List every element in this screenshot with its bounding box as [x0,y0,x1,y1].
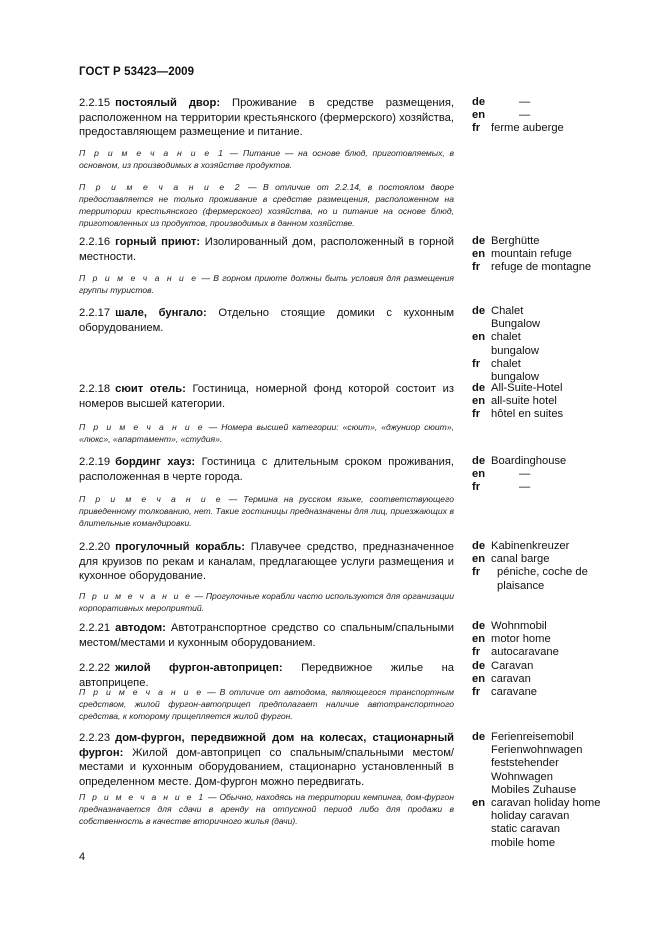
text-line: Bungalow [491,318,541,331]
text-line: fr [472,481,481,494]
text-line: de [472,620,486,632]
text-line: bungalow [491,344,539,357]
text-line: П р и м е ч а н и е 2 [79,182,242,192]
term-entry-2-2-17 [79,306,454,335]
text-line: caravan holiday home [491,797,601,810]
text-line: fr [472,408,481,421]
text-line: Передвижное жилье на автоприцепе. [79,662,455,689]
translation-row [472,408,622,421]
text-line: 2.2.17 [79,307,111,319]
text-line: chalet [491,357,521,370]
translation-row [472,797,622,810]
text-line: All-Suite-Hotel [491,382,563,394]
text-line: дом-фургон, передвижной дом на колесах, стационарный фургон: [79,732,454,759]
text-line: Отдельно стоящие домики с кухонным оборудованием. [79,307,455,334]
text-line: Kabinenkreuzer [491,540,570,552]
text-line: — В отличие от автодома, являющегося транспортным средством, жилой фургон-автоприцеп предполагает наличие автотранспортного средства, к которому прицепляется жилой фургон. [79,687,454,721]
text-line: 2.2.23 [79,732,111,744]
translation-row [472,358,622,371]
text-line: de [472,540,486,552]
term-entry-2-2-15 [79,96,454,140]
text-line: 2.2.18 [79,383,111,395]
term-note [79,421,454,445]
term-entry-2-2-19 [79,455,454,484]
translations-2-2-17 [472,305,622,384]
translation-row [472,96,622,109]
translations-2-2-19 [472,455,622,495]
text-line: Автотранспортное средство со спальным/спальными местом/местами и кухонным оборудованием. [79,622,454,649]
text-line: — Прогулочные корабли часто используются для организации корпоративных мероприятий. [79,591,454,613]
translation-row [472,540,622,553]
translations-2-2-20 [472,540,622,593]
text-line: — [519,481,531,494]
text-line: бординг хауз: [115,456,196,468]
text-line: Caravan [491,660,534,672]
term-entry-2-2-20 [79,540,454,584]
translations-2-2-16 [472,235,622,275]
text-line: motor home [491,633,551,646]
text-line: П р и м е ч а н и е 1 [79,792,206,802]
text-line: автодом: [115,622,166,634]
text-line: refuge de montagne [491,261,592,274]
translation-row [472,382,622,395]
text-line: de [472,660,486,672]
text-line: жилой фургон-автоприцеп: [115,662,283,674]
text-line: сюит отель: [115,383,186,395]
text-line: en [472,331,486,344]
translation-row [472,235,622,248]
translation-row [472,331,622,344]
text-line: Berghütte [491,235,540,247]
text-line: holiday caravan [491,810,570,823]
term-definition: Проживание в средстве размещения, расположенном на территории крестьянского (фермерского) хозяйства, предоставляющем размещение и питание. [79,97,454,138]
term-note [79,181,454,229]
text-line: en [472,673,486,686]
text-line: горный приют: [115,236,201,248]
translation-row [472,468,622,481]
text-line: en [472,109,486,122]
text-line: de [472,235,486,247]
text-line: en [472,468,486,481]
text-line: ferme auberge [491,122,564,135]
text-line: Гостиница, номерной фонд которой состоит из номеров высшей категории. [79,383,454,410]
text-line: en [472,633,486,646]
text-line: — Питание — на основе блюд, приготовляемых, в основном, из производимых в хозяйстве продуктов. [79,148,454,170]
text-line: static caravan [491,823,561,836]
text-line: — Номера высшей категории: «сюит», «джуниор сюит», «люкс», «апартамент», «студия». [79,422,454,444]
document-header: ГОСТ Р 53423—2009 [79,66,195,78]
text-line: fr [472,357,481,370]
text-line: fr [472,261,481,274]
text-line: 2.2.19 [79,456,111,468]
text-line: П р и м е ч а н и е [79,494,223,504]
text-line: Ferienwohnwagen [491,744,583,757]
text-line: Wohnwagen [491,770,553,783]
text-line: mobile home [491,836,556,849]
text-line: en [472,553,486,566]
text-line: 2.2.16 [79,236,111,248]
text-line: 2.2.20 [79,541,111,553]
translation-row [472,395,622,408]
text-line: Wohnmobil [491,620,547,632]
text-line: de [472,305,486,317]
text-line: all-suite hotel [491,395,557,408]
translation-row [472,633,622,646]
translation-row [472,731,622,744]
term-note [79,686,454,722]
text-line: chalet [491,331,521,344]
text-line: fr [472,686,481,699]
text-line: — [519,109,531,122]
term-entry-2-2-18 [79,382,454,411]
text-line: Плавучее средство, предназначенное для круизов по рекам и каналам, предлагающее услуги размещения и кухонное оборудование. [79,541,455,582]
translation-row [472,109,622,122]
term-entry-2-2-23 [79,731,454,789]
term-title: постоялый двор: [115,97,221,109]
text-line: П р и м е ч а н и е 1 [79,148,225,158]
text-line: en [472,395,486,408]
text-line: mountain refuge [491,248,572,261]
text-line: feststehender [491,757,559,770]
text-line: Chalet [491,305,524,317]
text-line: hôtel en suites [491,408,564,421]
term-note [79,147,454,171]
text-line: — Обычно, находясь на территории кемпинга, дом-фургон предназначается для сдачи в аренду на отпускной период либо для продажи в собственность в качестве вторичного жилья (дачи). [79,792,454,826]
term-note [79,791,454,827]
translation-row [472,553,622,566]
term-entry-2-2-16 [79,235,454,264]
text-line: шале, бунгало: [115,307,207,319]
text-line: Mobiles Zuhause [491,783,577,796]
translation-row [472,673,622,686]
text-line: — В отличие от 2.2.14, в постоялом дворе предоставляется не только проживание в средстве размещения, расположенном на территории крестьянского (фермерского) хозяйства, но и питание на основе блюд, приготовленных из продуктов, производимых в данном хозяйстве. [79,182,454,228]
translation-row [472,261,622,274]
term-number: 2.2.15 [79,97,111,109]
term-note [79,590,454,614]
text-line: Boardinghouse [491,455,567,467]
text-line: — В горном приюте должны быть условия для размещения группы туристов. [79,273,454,295]
text-line: en [472,797,486,810]
text-line: П р и м е ч а н и е [79,687,204,697]
text-line: П р и м е ч а н и е [79,591,193,601]
translation-row [472,122,622,135]
translation-row [472,620,622,633]
text-line: fr [472,566,481,579]
text-line: — [519,96,531,108]
text-line: en [472,248,486,261]
text-line: de [472,96,486,108]
text-line: canal barge [491,553,550,566]
text-line: П р и м е ч а н и е [79,273,199,283]
term-note [79,272,454,296]
translations-2-2-23 [472,731,622,850]
translation-row [472,248,622,261]
text-line: — Термина на русском языке, соответствующего приведенному толкованию, нет. Такие гостиницы предназначены для лиц, приезжающих в длительные командировки. [79,494,454,528]
text-line: fr [472,646,481,659]
translation-row [472,305,622,318]
text-line: Жилой дом-автоприцеп со спальным/спальными местом/местами и кухонным оборудованием, стационарно установленный в определенном месте. Дом-фургон можно передвигать. [79,746,454,788]
text-line: — [519,468,531,481]
translation-row [472,686,622,699]
text-line: Изолированный дом, расположенный в горной местности. [79,236,454,263]
translations-2-2-18 [472,382,622,422]
translations-2-2-15 [472,96,622,136]
text-line: de [472,731,486,743]
translations-2-2-22 [472,660,622,700]
text-line: fr [472,122,481,135]
text-line: autocaravane [491,646,559,659]
translation-row [472,455,622,468]
text-line: П р и м е ч а н и е [79,422,205,432]
text-line: Ferienreisemobil [491,731,574,743]
text-line: 2.2.21 [79,622,111,634]
text-line: 2.2.22 [79,662,111,674]
text-line: de [472,382,486,394]
translation-row [472,660,622,673]
text-line: Гостиница с длительным сроком проживания, расположенная в черте города. [79,456,455,483]
translations-2-2-21 [472,620,622,660]
text-line: caravan [491,673,531,686]
text-line: прогулочный корабль: [115,541,245,553]
text-line: bungalow [491,371,539,384]
translation-row [472,481,622,494]
text-line: péniche, coche de plaisance [497,566,588,592]
translation-row [472,566,622,592]
text-line: de [472,455,486,467]
text-line: caravane [491,686,538,699]
term-note [79,493,454,529]
translation-row [472,646,622,659]
page-number: 4 [79,851,86,863]
term-entry-2-2-21 [79,621,454,650]
